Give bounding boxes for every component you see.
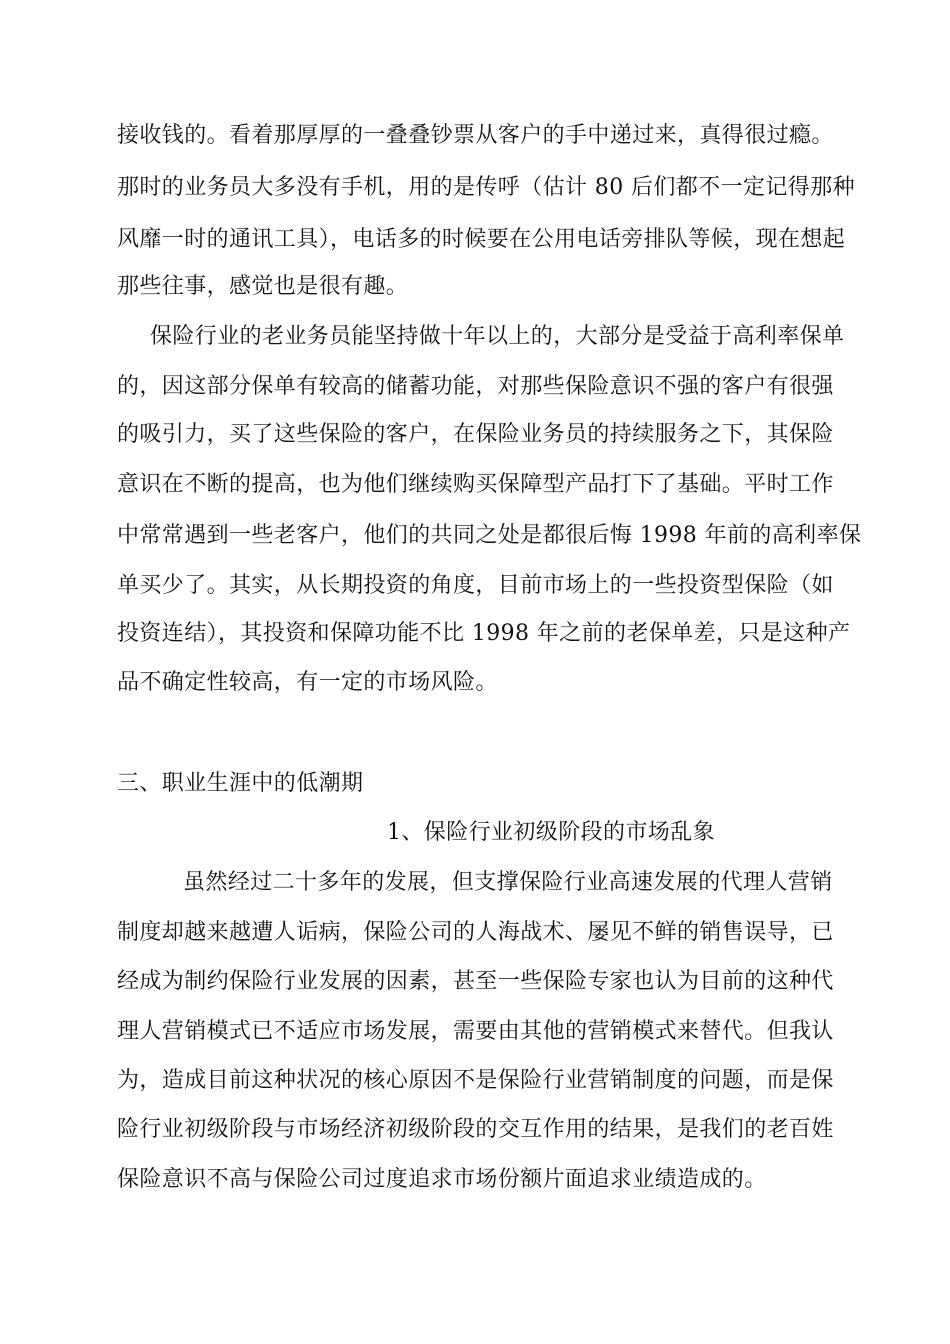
paragraph-line: 接收钱的。看着那厚厚的一叠叠钞票从客户的手中递过来，真得很过瘾。 [117,123,834,148]
paragraph-line: 虽然经过二十多年的发展，但支撑保险行业高速发展的代理人营销 [183,870,833,895]
paragraph-line: 保险意识不高与保险公司过度追求市场份额片面追求业绩造成的。 [117,1167,767,1192]
paragraph-line: 那时的业务员大多没有手机，用的是传呼（估计 80 后们都不一定记得那种 [117,175,855,200]
paragraph-line: 为，造成目前这种状况的核心原因不是保险行业营销制度的问题，而是保 [117,1068,834,1093]
paragraph-line: 意识在不断的提高，也为他们继续购买保障型产品打下了基础。平时工作 [117,472,834,497]
paragraph-line: 的，因这部分保单有较高的储蓄功能，对那些保险意识不强的客户有很强 [117,374,834,399]
paragraph-line: 中常常遇到一些老客户，他们的共同之处是都很后悔 1998 年前的高利率保 [117,523,862,548]
paragraph-line: 保险行业的老业务员能坚持做十年以上的，大部分是受益于高利率保单 [150,324,845,349]
paragraph-line: 险行业初级阶段与市场经济初级阶段的交互作用的结果，是我们的老百姓 [117,1117,834,1142]
paragraph-line: 风靡一时的通讯工具），电话多的时候要在公用电话旁排队等候，现在想起 [117,227,846,252]
subsection-heading: 1、保险行业初级阶段的市场乱象 [387,820,715,845]
paragraph-line: 的吸引力，买了这些保险的客户，在保险业务员的持续服务之下，其保险 [117,422,834,447]
section-heading: 三、职业生涯中的低潮期 [117,771,364,796]
paragraph-line: 经成为制约保险行业发展的因素，甚至一些保险专家也认为目前的这种代 [117,969,834,994]
paragraph-line: 制度却越来越遭人诟病，保险公司的人海战术、屡见不鲜的销售误导，已 [117,920,834,945]
paragraph-line: 投资连结），其投资和保障功能不比 1998 年之前的老保单差，只是这种产 [117,621,851,646]
paragraph-line: 那些往事，感觉也是很有趣。 [117,274,409,299]
paragraph-line: 单买少了。其实，从长期投资的角度，目前市场上的一些投资型保险（如 [117,573,834,598]
paragraph-line: 理人营销模式已不适应市场发展，需要由其他的营销模式来替代。但我认 [117,1019,834,1044]
paragraph-line: 品不确定性较高，有一定的市场风险。 [117,670,498,695]
